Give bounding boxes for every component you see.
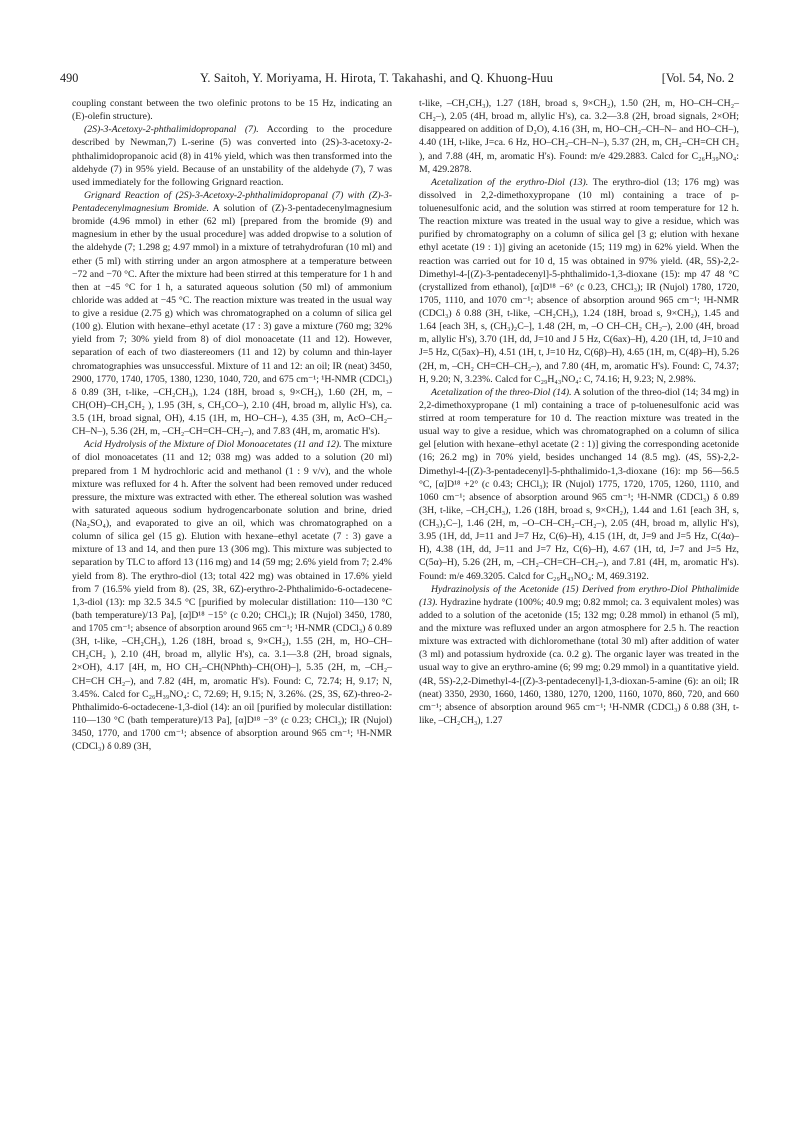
paragraph bbox=[72, 97, 392, 123]
paragraph-text: The erythro-diol (13; 176 mg) was dissolved in 2,2-dimethoxypropane (10 ml) containing a trace of p-toluenesulfonic acid, and the solution was stirred at room temperature for 12 h. The reaction mixture was treated in the usual way to give a residue, which was purified by chromatography on a column of silica gel [3 g; elution with hexane ethyl acetate (19 : 1)] giving an acetonide (15; 119 mg) in 62% yield. When the reaction was carried out for 10 d, 15 was obtained in 97% yield. (4R, 5S)-2,2-Dimethyl-4-[(Z)-3-pentadecenyl]-5-phthalimido-1,3-dioxane (15): mp 47 48 °C (crystallized from ethanol), [α]D¹⁸ −6° (c 0.23, CHCl₃); IR (Nujol) 1780, 1720, 1705, 1110, and 1070 cm⁻¹; absence of absorption around 965 cm⁻¹; ¹H-NMR (CDCl₃) δ 0.88 (3H, t-like, –CH₂CH₃), 1.24 (18H, broad s, 9×CH₂), 1.45 and 1.64 [each 3H, s, (CH₃)₂C–], 1.48 (2H, m, –O CH–CH₂ CH₂–), 2.00 (4H, broad m, allylic H's), 3.70 (1H, dd, J=10 and J 5 Hz, C(6ax)–H), 4.20 (1H, td, J=10 and J=5 Hz, C(5ax)–H), 4.51 (1H, t, J=10 Hz, C(6β)–H), 4.65 (1H, m, C(4β)–H), 5.26 (2H, m, –CH₂ CH=CH–CH₂–), and 7.80 (4H, m, aromatic H's). Found: C, 74.37; H, 9.20; N, 3.23%. Calcd for C₂₉H₄₃NO₄: C, 74.16; H, 9.23; N, 2.98%. bbox=[419, 176, 739, 385]
paragraph bbox=[419, 583, 739, 727]
author-line: Y. Saitoh, Y. Moriyama, H. Hirota, T. Takahashi, and Q. Khuong-Huu bbox=[200, 71, 553, 85]
paragraph-text: The mixture of diol monoacetates (11 and 12; 038 mg) was added to a solution (20 ml) prepared from 1 M hydrochloric acid and methanol (1 : 9 v/v), and the whole mixture was refluxed for 4 h. After the solvent had been removed under reduced pressure, the mixture was extracted with ether. The ethereal solution was washed with saturated aqueous sodium hydrogencarbonate solution and brine, dried (Na₂SO₄), and evaporated to give an oil, which was chromatographed on a column of silica gel (15 g). Elution with hexane–ethyl acetate (7 : 3) gave a mixture of 13 and 14, and then pure 13 (306 mg). This mixture was subjected to separation by TLC to afford 13 (116 mg) and 14 (59 mg; 2.6% yield from 7; 2.4% yield from 8). The erythro-diol (13; total 422 mg) was obtained in 17.6% yield from 7 (16.5% yield from 8). (2S, 3R, 6Z)-erythro-2-Phthalimido-6-octadecene-1,3-diol (13): mp 32.5 34.5 °C [purified by molecular distillation: 110—130 °C (bath temperature)/13 Pa], [α]D¹⁸ −15° (c 0.20; CHCl₃); IR (Nujol) 3450, 1780, and 1705 cm⁻¹; absence of absorption around 965 cm⁻¹; ¹H-NMR (CDCl₃) δ 0.89 (3H, t-like, –CH₂CH₃), 1.26 (18H, broad s, 9×CH₂), 1.55 (2H, m, HO–CH–CH₂CH₂ ), 2.10 (4H, broad m, allylic H's), ca. 3.1—3.8 (2H, broad signals, 2×OH), 4.17 [4H, m, HO CH₂–CH(NPhth)–CH(OH)–], 5.35 (2H, m, –CH₂–CH=CH CH₂–), and 7.82 (4H, m, aromatic H's). Found: C, 72.74; H, 9.17; N, 3.45%. Calcd for C₂₆H₃₉NO₄: C, 72.69; H, 9.15; N, 3.26%. (2S, 3S, 6Z)-threo-2-Phthalimido-6-octadecene-1,3-diol (14): an oil [purified by molecular distillation: 110—130 °C (bath temperature)/13 Pa], [α]D¹⁸ −3° (c 0.23; CHCl₃); IR (Nujol) 3450, 1770, and 1700 cm⁻¹; absence of absorption around 965 cm⁻¹; ¹H-NMR (CDCl₃) δ 0.89 (3H, bbox=[72, 439, 392, 753]
page-number: 490 bbox=[60, 71, 79, 85]
running-header bbox=[60, 71, 734, 89]
right-column bbox=[419, 97, 739, 727]
paragraph bbox=[419, 386, 739, 583]
paragraph-text: A solution of (Z)-3-pentadecenylmagnesium bromide (4.96 mmol) in ether (62 ml) [prepared from the bromide (9) and magnesium in ether by the usual procedure] was added dropwise to a solution of the aldehyde (7; 1.298 g; 4.97 mmol) in a mixture of tetrahydrofuran (10 ml) and ether (5 ml) with stirring under an argon atmosphere at a temperature between −72 and −70 °C. After the mixture had been stirred at this temperature for 1 h and then at −45 °C for 1 h, a saturated aqueous solution (50 ml) of ammonium chloride was added at −45 °C. The reaction mixture was treated in the usual way to give a residue (2.75 g) which was chromatographed on a column of silica gel (100 g). Elution with hexane–ethyl acetate (17 : 3) gave a mixture (760 mg; 32% yield from 7; 30% yield from 8) of diol monoacetate (11 and 12). However, separation of each of two diastereomers (11 and 12) by column and thin-layer chromatographies was unsuccessful. Mixture of 11 and 12: an oil; IR (neat) 3450, 2900, 1770, 1740, 1705, 1380, 1230, 1040, 720, and 675 cm⁻¹; ¹H-NMR (CDCl₃) δ 0.89 (3H, t-like, –CH₂CH₃), 1.24 (18H, broad s, 9×CH₂), 1.60 (2H, m, –CH(OH)–CH₂CH₂ ), 1.95 (3H, s, CH₃CO–), 2.10 (4H, broad m, allylic H's), ca. 3.5 (1H, broad signal, OH), 4.15 (1H, m, HO–CH–), 4.35 (3H, m, AcO–CH₂–CH–N–), 5.36 (2H, m, –CH₂–CH=CH–CH₂–), and 7.83 (4H, m, aromatic H's). bbox=[72, 203, 393, 438]
paragraph bbox=[72, 123, 392, 189]
section-subheading: Acid Hydrolysis of the Mixture of Diol Monoacetates (11 and 12). bbox=[84, 439, 342, 451]
section-subheading: Acetalization of the erythro-Diol (13). bbox=[431, 176, 589, 188]
paragraph-text: coupling constant between the two olefinic protons to be 15 Hz, indicating an (E)-olefin structure). bbox=[72, 98, 392, 123]
paragraph-text: A solution of the threo-diol (14; 34 mg) in 2,2-dimethoxypropane (1 ml) containing a trace of p-toluenesulfonic acid was stirred at room temperature for 10 d. The reaction mixture was treated in the usual way to give a residue, which was chromatographed on a column of silica gel [elution with hexane–ethyl acetate (2 : 1)] giving the corresponding acetonide (16; 26.2 mg) in 70% yield, besides unchanged 14 (8.5 mg). (4S, 5S)-2,2-Dimethyl-4-[(Z)-3-pentadecenyl]-5-phthalimido-1,3-dioxane (16): mp 56—56.5 °C, [α]D¹⁸ +2° (c 0.43; CHCl₃); IR (Nujol) 1775, 1720, 1705, 1260, 1110, and 1060 cm⁻¹; absence of absorption around 965 cm⁻¹; ¹H-NMR (CDCl₃) δ 0.89 (3H, t-like, –CH₂CH₃), 1.26 (18H, broad s, 9×CH₂), 1.44 and 1.61 [each 3H, s, (CH₃)₂C–], 1.46 (2H, m, –O–CH–CH₂–CH₂–), 2.05 (4H, broad m, allylic H's), 3.95 (1H, dd, J=11 and J=7 Hz, C(6)–H), 4.15 (1H, dt, J=9 and J=5 Hz, C(4α)–H), 4.38 (1H, dd, J=11 and J=7 Hz, C(6)–H), 4.67 (1H, td, J=7 and J=5 Hz, C(5α)–H), 5.26 (2H, m, –CH₂–CH=CH–CH₂–), and 7.81 (4H, m, aromatic H's). Found: m/e 469.3205. Calcd for C₂₉H₄₃NO₄: M, 469.3192. bbox=[419, 386, 739, 582]
section-subheading: Acetalization of the threo-Diol (14). bbox=[431, 386, 572, 398]
paragraph-text: t-like, –CH₂CH₃), 1.27 (18H, broad s, 9×CH₂), 1.50 (2H, m, HO–CH–CH₂–CH₂–), 2.05 (4H, broad m, allylic H's), ca. 3.2—3.8 (2H, broad signals, 2×OH; disappeared on addition of D₂O), 4.16 (3H, m, HO–CH₂–CH–N– and HO–CH–), 4.40 (1H, t-like, J=ca. 6 Hz, HO–CH₂–CH–N–), 5.37 (2H, m, CH₂–CH=CH CH₂ ), and 7.88 (4H, m, aromatic H's). Found: m/e 429.2883. Calcd for C₂₆H₃₉NO₄: M, 429.2878. bbox=[419, 98, 739, 175]
section-subheading: Hydrazinolysis of the Acetonide (15) Derived from erythro-Diol Phthalimide (13). bbox=[419, 583, 739, 608]
volume-info: [Vol. 54, No. 2 bbox=[661, 71, 734, 85]
paragraph bbox=[72, 189, 392, 438]
paragraph bbox=[72, 438, 392, 753]
paragraph bbox=[419, 176, 739, 386]
paragraph-text: Hydrazine hydrate (100%; 40.9 mg; 0.82 mmol; ca. 3 equivalent moles) was added to a solution of the acetonide (15; 132 mg; 0.28 mmol) in ethanol (5 ml), and the mixture was refluxed under an argon atmosphere for 2.5 h. The reaction mixture was extracted with dichloromethane (total 30 ml) after addition of water (3 ml) and potassium hydroxide (ca. 0.2 g). The organic layer was treated in the usual way to give an erythro-amine (6; 99 mg; 0.29 mmol) in a quantitative yield. (4R, 5S)-2,2-Dimethyl-4-[(Z)-3-pentadecenyl]-1,3-dioxan-5-amine (6): an oil; IR (neat) 3350, 2930, 1660, 1460, 1380, 1270, 1200, 1160, 1070, 860, 720, and 660 cm⁻¹; absence of absorption around 965 cm⁻¹; ¹H-NMR (CDCl₃) δ 0.88 (3H, t-like, –CH₂CH₃), 1.27 bbox=[419, 596, 740, 726]
paragraph-text: According to the procedure described by Newman,7) L-serine (5) was converted into (2S)-3-acetoxy-2-phthalimidopropanoic acid (8) in 41% yield, which was then transformed into the aldehyde (7) in 95% yield. Because of an unstability of the aldehyde (7), 7 was used immediately for the following Grignard reaction. bbox=[72, 124, 393, 188]
left-column bbox=[72, 97, 392, 753]
paragraph bbox=[419, 97, 739, 176]
section-subheading: (2S)-3-Acetoxy-2-phthalimidopropanal (7). bbox=[84, 124, 259, 136]
section-subheading: Grignard Reaction of (2S)-3-Acetoxy-2-phthalimidopropanal (7) with (Z)-3-Pentadecenylmagnesium Bromide. bbox=[72, 189, 392, 214]
